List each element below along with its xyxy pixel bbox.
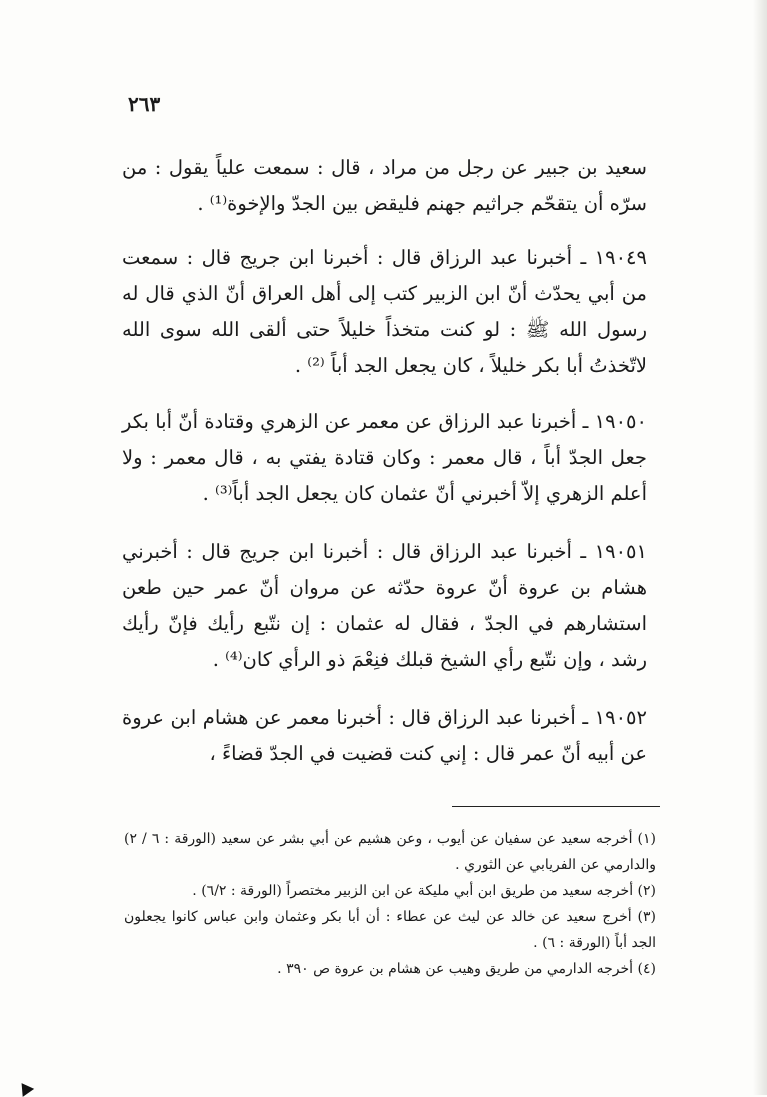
footnote-divider bbox=[452, 806, 660, 807]
page-edge-shadow bbox=[753, 0, 767, 1095]
page-number: ٢٦٣ bbox=[128, 92, 161, 116]
paragraph-19051: ١٩٠٥١ ـ أخبرنا عبد الرزاق قال : أخبرنا ابن جريج قال : أخبرني هشام بن عروة أنّ عروة حدّثه عن مروان أنّ عمر حين طعن استشارهم في الجدّ ، فقال له عثمان : إن نتّبع رأيك فإنّ رأيك رشد ، وإن نتّبع رأي الشيخ قبلك فنِعْمَ ذو الرأي كان⁽⁴⁾ . bbox=[122, 540, 647, 671]
footnote-2: (٢) أخرجه سعيد من طريق ابن أبي مليكة عن ابن الزبير مختصراً (الورقة : ٦/٢) . bbox=[192, 883, 656, 899]
paragraph-19050: ١٩٠٥٠ ـ أخبرنا عبد الرزاق عن معمر عن الزهري وقتادة أنّ أبا بكر جعل الجدّ أباً ، قال معمر : وكان قتادة يفتي به ، قال معمر : ولا أعلم الزهري إلاّ أخبرني أنّ عثمان كان يجعل الجد أباً⁽³⁾ . bbox=[122, 410, 647, 505]
footnote-3: (٣) أخرج سعيد عن خالد عن ليث عن عطاء : أن أبا بكر وعثمان وابن عباس كانوا يجعلون الجد أباً (الورقة : ٦) . bbox=[124, 909, 656, 951]
paragraph-19052: ١٩٠٥٢ ـ أخبرنا عبد الرزاق قال : أخبرنا معمر عن هشام ابن عروة عن أبيه أنّ عمر قال : إني كنت قضيت في الجدّ قضاءً ، bbox=[122, 706, 647, 765]
paragraph-19049: ١٩٠٤٩ ـ أخبرنا عبد الرزاق قال : أخبرنا ابن جريج قال : سمعت من أبي يحدّث أنّ ابن الزبير كتب إلى أهل العراق أنّ الذي قال له رسول الله ﷺ : لو كنت متخذاً خليلاً حتى ألقى الله سوى الله لاتّخذتُ أبا بكر خليلاً ، كان يجعل الجد أباً ⁽²⁾ . bbox=[122, 246, 647, 377]
footnote-1: (١) أخرجه سعيد عن سفيان عن أيوب ، وعن هشيم عن أبي بشر عن سعيد (الورقة : ٦ / ٢) والدارمي عن الفريابي عن الثوري . bbox=[124, 831, 656, 873]
page-corner-arrow-icon bbox=[16, 1079, 34, 1097]
paragraph-intro: سعيد بن جبير عن رجل من مراد ، قال : سمعت علياً يقول : من سرّه أن يتقحّم جراثيم جهنم فليقض بين الجدّ والإخوة⁽¹⁾ . bbox=[122, 156, 647, 215]
footnotes bbox=[124, 826, 656, 982]
footnote-4: (٤) أخرجه الدارمي من طريق وهيب عن هشام بن عروة ص ٣٩٠ . bbox=[277, 961, 656, 977]
